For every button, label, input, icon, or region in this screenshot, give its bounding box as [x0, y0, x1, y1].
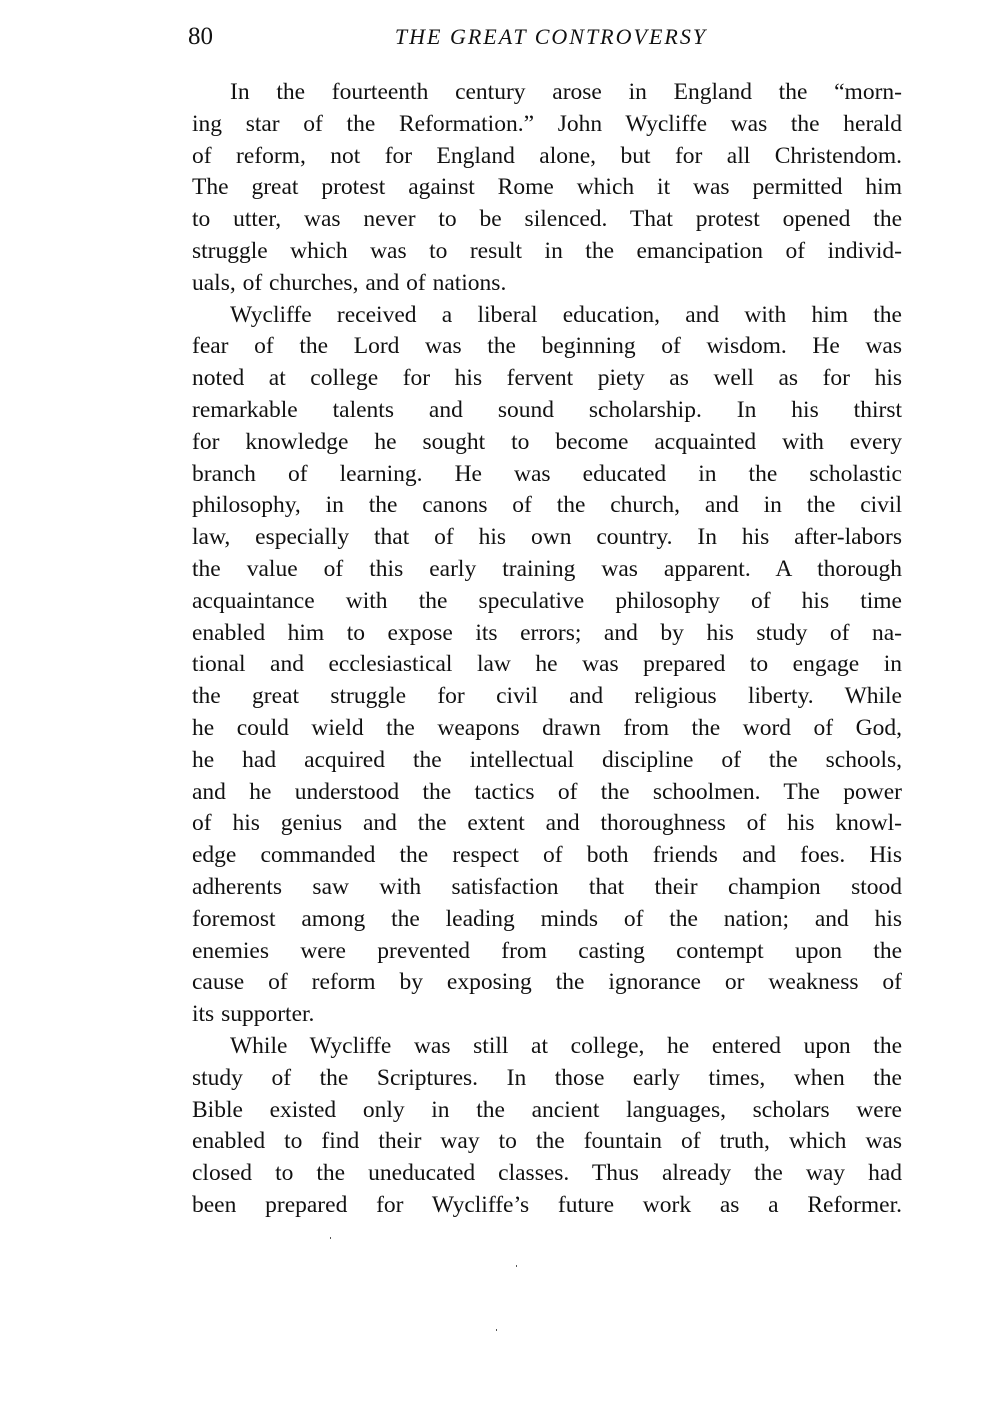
- text-line: enemies were prevented from casting contempt upon the: [192, 937, 902, 964]
- text-line: Bible existed only in the ancient languages, scholars were: [192, 1096, 902, 1123]
- scan-speck: [496, 1329, 497, 1331]
- text-line: cause of reform by exposing the ignorance or weakness of: [192, 969, 902, 996]
- text-line: In the fourteenth century arose in England the “morn-: [230, 79, 902, 105]
- text-line: of his genius and the extent and thoroughness of his knowl-: [192, 810, 902, 837]
- text-line: remarkable talents and sound scholarship. In his thirst: [192, 396, 902, 423]
- text-line: closed to the uneducated classes. Thus already the way had: [192, 1160, 902, 1187]
- body-text: [192, 77, 902, 1222]
- text-line: tional and ecclesiastical law he was prepared to engage in: [192, 651, 902, 678]
- text-line: law, especially that of his own country. In his after-labors: [192, 524, 902, 551]
- text-line: ing star of the Reformation.” John Wycliffe was the herald: [192, 110, 902, 137]
- text-line: adherents saw with satisfaction that their champion stood: [192, 873, 902, 900]
- running-head: [188, 20, 904, 54]
- running-title: THE GREAT CONTROVERSY: [394, 24, 708, 49]
- text-line: enabled to find their way to the fountain of truth, which was: [192, 1128, 902, 1155]
- text-line: of reform, not for England alone, but for all Christendom.: [192, 142, 902, 169]
- text-line: edge commanded the respect of both friends and foes. His: [192, 842, 902, 869]
- text-line: the great struggle for civil and religious liberty. While: [192, 683, 902, 710]
- text-line: branch of learning. He was educated in the scholastic: [192, 460, 902, 487]
- paragraph: [192, 300, 902, 1031]
- text-line: fear of the Lord was the beginning of wisdom. He was: [192, 333, 902, 360]
- text-line: been prepared for Wycliffe’s future work as a Reformer.: [192, 1191, 902, 1218]
- text-line: acquaintance with the speculative philosophy of his time: [192, 587, 902, 614]
- text-line: uals, of churches, and of nations.: [192, 269, 507, 296]
- text-line: While Wycliffe was still at college, he entered upon the: [230, 1032, 902, 1059]
- text-line: the value of this early training was apparent. A thorough: [192, 555, 902, 582]
- text-line: study of the Scriptures. In those early times, when the: [192, 1064, 902, 1091]
- text-line: noted at college for his fervent piety as well as for his: [192, 365, 902, 392]
- scan-speck: [516, 1265, 517, 1267]
- text-line: Wycliffe received a liberal education, and with him the: [230, 301, 902, 328]
- text-line: and he understood the tactics of the schoolmen. The power: [192, 778, 902, 805]
- text-line: to utter, was never to be silenced. That protest opened the: [192, 206, 902, 233]
- text-line: its supporter.: [192, 1001, 315, 1028]
- paragraph: [192, 1031, 902, 1222]
- text-line: enabled him to expose its errors; and by his study of na-: [192, 619, 902, 646]
- text-line: foremost among the leading minds of the nation; and his: [192, 905, 902, 932]
- text-line: he had acquired the intellectual discipline of the schools,: [192, 746, 902, 773]
- text-line: struggle which was to result in the emancipation of individ-: [192, 237, 902, 264]
- text-line: The great protest against Rome which it was permitted him: [192, 174, 902, 201]
- paragraph: [192, 77, 902, 300]
- text-line: philosophy, in the canons of the church, and in the civil: [192, 492, 902, 519]
- page-number: 80: [188, 23, 213, 50]
- text-line: he could wield the weapons drawn from the word of God,: [192, 714, 902, 741]
- text-line: for knowledge he sought to become acquainted with every: [192, 428, 902, 455]
- scan-speck: [330, 1237, 331, 1239]
